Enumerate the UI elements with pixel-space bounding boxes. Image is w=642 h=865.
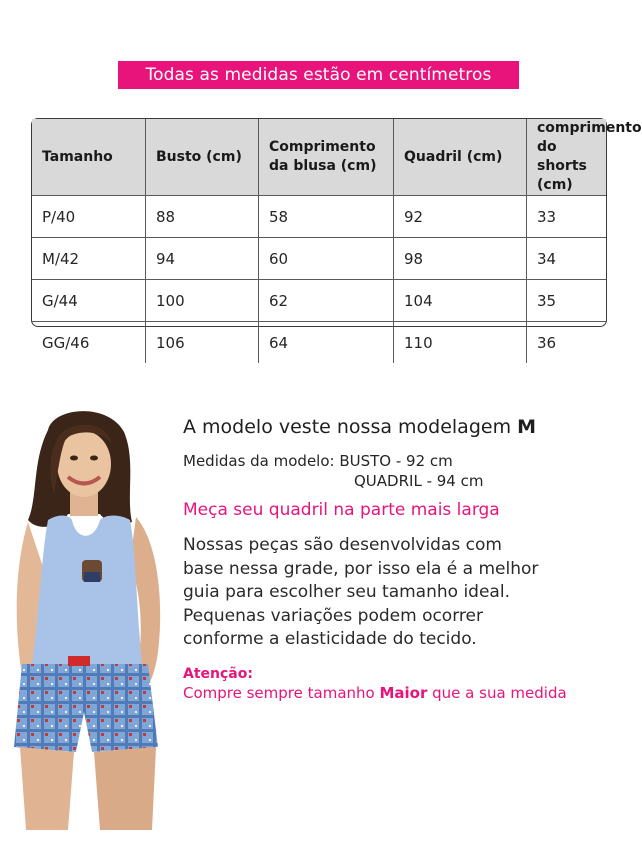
attention-title: Atenção: xyxy=(183,666,253,682)
attention-text: Compre sempre tamanho Maior que a sua medida xyxy=(183,684,567,702)
cell-bust: 106 xyxy=(146,322,259,364)
header-shorts-length: comprimento do shorts (cm) xyxy=(527,119,607,196)
model-size-line: A modelo veste nossa modelagem M xyxy=(183,416,537,438)
table-row xyxy=(32,196,606,238)
cell-size: GG/46 xyxy=(32,322,146,364)
cell-shorts-length: 33 xyxy=(527,196,607,238)
cell-hip: 110 xyxy=(394,322,527,364)
cell-top-length: 62 xyxy=(259,280,394,322)
cell-bust: 94 xyxy=(146,238,259,280)
cell-shorts-length: 35 xyxy=(527,280,607,322)
cell-hip: 98 xyxy=(394,238,527,280)
units-banner: Todas as medidas estão em centímetros xyxy=(118,61,519,89)
header-bust: Busto (cm) xyxy=(146,119,259,196)
cell-bust: 100 xyxy=(146,280,259,322)
cell-hip: 92 xyxy=(394,196,527,238)
cell-shorts-length: 34 xyxy=(527,238,607,280)
cell-top-length: 60 xyxy=(259,238,394,280)
cell-top-length: 58 xyxy=(259,196,394,238)
cell-bust: 88 xyxy=(146,196,259,238)
table-row xyxy=(32,322,606,364)
header-hip: Quadril (cm) xyxy=(394,119,527,196)
header-size: Tamanho xyxy=(32,119,146,196)
cell-top-length: 64 xyxy=(259,322,394,364)
size-chart-table xyxy=(31,118,642,352)
cell-shorts-length: 36 xyxy=(527,322,607,364)
table-row xyxy=(32,280,606,322)
header-top-length: Comprimento da blusa (cm) xyxy=(259,119,394,196)
model-photo xyxy=(8,402,168,830)
model-measures-bust: Medidas da modelo: BUSTO - 92 cm xyxy=(183,452,453,470)
table-header-row xyxy=(32,119,606,196)
cell-size: G/44 xyxy=(32,280,146,322)
table-row xyxy=(32,238,606,280)
model-measures-hip: QUADRIL - 94 cm xyxy=(354,472,484,490)
cell-size: M/42 xyxy=(32,238,146,280)
size-guide-paragraph: Nossas peças são desenvolvidas com base nessa grade, por isso ela é a melhor guia para escolher seu tamanho ideal. Pequenas variações podem ocorrer conforme a elasticidade do tecido. xyxy=(183,535,539,649)
cell-size: P/40 xyxy=(32,196,146,238)
cell-hip: 104 xyxy=(394,280,527,322)
measure-tip: Meça seu quadril na parte mais larga xyxy=(183,500,500,520)
